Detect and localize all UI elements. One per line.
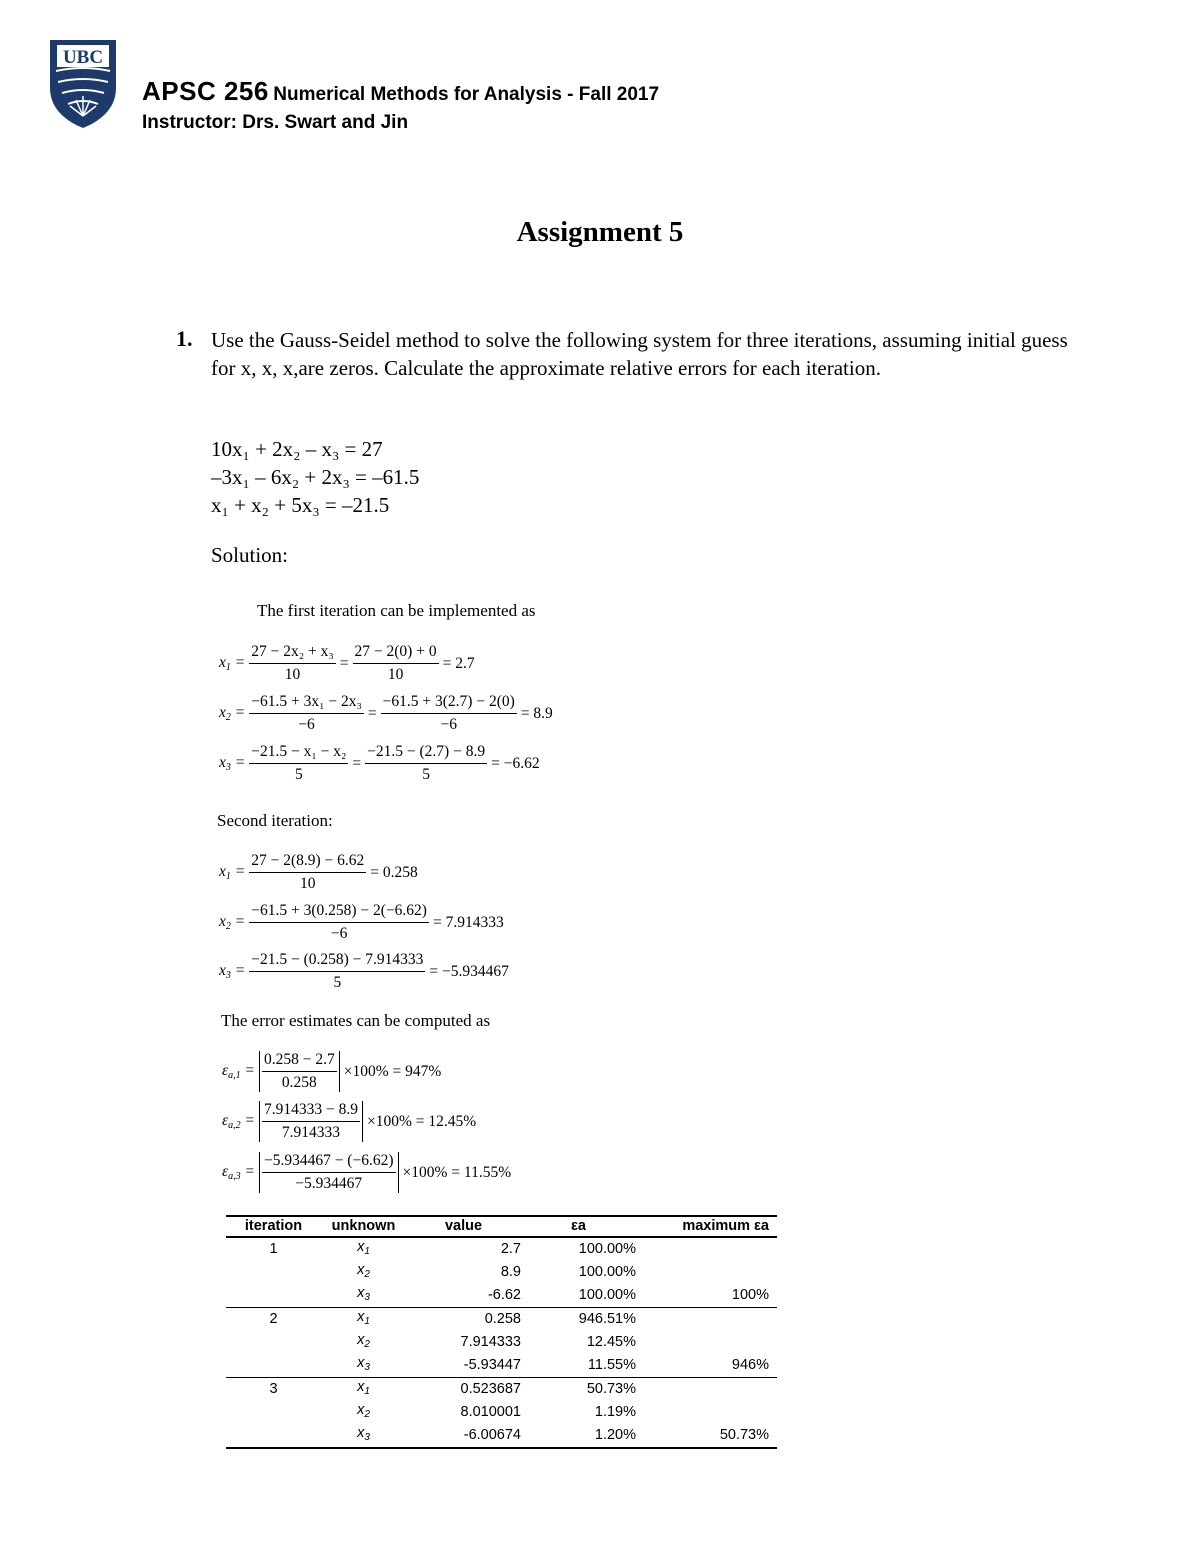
results-table-wrapper bbox=[226, 1215, 777, 1449]
cell-epsilon: 12.45% bbox=[586, 1334, 636, 1350]
epsilon-a2: $\varepsilon_{a,2}$ = bbox=[222, 1112, 255, 1131]
first-iteration-heading: The first iteration can be implemented as bbox=[257, 601, 536, 620]
cell-epsilon: 1.19% bbox=[594, 1404, 636, 1420]
table-body bbox=[226, 1237, 777, 1448]
denominator: 10 bbox=[300, 875, 316, 892]
course-header bbox=[142, 76, 659, 107]
result: ×100% = 12.45% bbox=[366, 1112, 477, 1130]
var-x3: $x_3$ = bbox=[219, 754, 246, 773]
result: = 8.9 bbox=[520, 704, 553, 722]
fraction bbox=[262, 1101, 360, 1142]
var-x2: $x_2$ = bbox=[219, 913, 246, 932]
table-row bbox=[226, 1237, 777, 1261]
first-x3-equation: $x_3$ = $\frac{\text{−21.5 − x₁ − x₂}}{5}$ = $\frac{-21.5 - (2.7) - 8.9}{5}$ = −6.62 bbox=[219, 743, 540, 783]
cell-unknown: $x_1$ bbox=[357, 1309, 370, 1327]
cell-max-epsilon bbox=[636, 1331, 777, 1354]
fraction bbox=[249, 852, 366, 893]
denominator: −6 bbox=[298, 716, 315, 733]
cell-unknown: $x_3$ bbox=[321, 1284, 406, 1308]
header-unknown: unknown bbox=[321, 1216, 406, 1237]
cell-iteration bbox=[226, 1424, 321, 1448]
epsilon-a1: $\varepsilon_{a,1}$ = bbox=[222, 1062, 255, 1081]
cell-iteration: 1 bbox=[269, 1241, 278, 1257]
var-x1: $x_1$ = bbox=[219, 863, 246, 882]
denominator: 10 bbox=[387, 666, 404, 683]
cell-epsilon: 1.20% bbox=[521, 1424, 636, 1448]
cell-iteration bbox=[226, 1401, 321, 1424]
cell-value: 8.010001 bbox=[460, 1404, 521, 1420]
second-x1-equation bbox=[219, 852, 422, 893]
result: ×100% = 947% bbox=[343, 1062, 442, 1080]
cell-value: 8.9 bbox=[500, 1264, 521, 1280]
cell-epsilon: 100.00% bbox=[578, 1241, 636, 1257]
cell-epsilon: 100.00% bbox=[521, 1284, 636, 1308]
fraction bbox=[249, 951, 425, 992]
first-x2-equation: $x_2$ = $\frac{\text{−61.5 + 3x₁ − 2x₃}}{-6}$ = $\frac{-61.5 + 3(2.7) - 2(0)}{-6}$ = 8.9 bbox=[219, 693, 553, 733]
numerator: −21.5 − (2.7) − 8.9 bbox=[365, 743, 487, 764]
table-row bbox=[226, 1401, 777, 1424]
table-row bbox=[226, 1354, 777, 1378]
numerator: 0.258 − 2.7 bbox=[262, 1051, 337, 1072]
cell-unknown: $x_1$ bbox=[357, 1239, 370, 1257]
table-row bbox=[226, 1378, 777, 1402]
fraction bbox=[249, 693, 364, 734]
fraction bbox=[249, 743, 348, 784]
fraction bbox=[381, 693, 517, 734]
cell-unknown: $x_3$ bbox=[321, 1354, 406, 1378]
second-x2-equation bbox=[219, 902, 508, 943]
page-title: Assignment 5 bbox=[516, 216, 684, 248]
cell-unknown: $x_1$ bbox=[357, 1379, 370, 1397]
cell-unknown: $x_2$ bbox=[357, 1262, 370, 1280]
cell-iteration: 3 bbox=[269, 1381, 278, 1397]
cell-max-epsilon bbox=[636, 1401, 777, 1424]
cell-value: 7.914333 bbox=[460, 1334, 521, 1350]
denominator: 7.914333 bbox=[281, 1124, 341, 1141]
var-x2: $x_2$ = bbox=[219, 704, 246, 723]
numerator: −21.5 − (0.258) − 7.914333 bbox=[249, 951, 425, 972]
cell-epsilon: 100.00% bbox=[578, 1264, 636, 1280]
result: = −6.62 bbox=[491, 754, 540, 772]
second-x3-equation bbox=[219, 951, 513, 992]
table-row bbox=[226, 1284, 777, 1308]
denominator: −6 bbox=[440, 716, 457, 733]
cell-max-epsilon bbox=[636, 1378, 777, 1402]
course-code: APSC 256 bbox=[142, 76, 269, 106]
cell-iteration bbox=[226, 1331, 321, 1354]
cell-value: -6.00674 bbox=[406, 1424, 521, 1448]
cell-max-epsilon: 946% bbox=[636, 1354, 777, 1378]
numerator: −5.934467 − (−6.62) bbox=[262, 1152, 396, 1173]
cell-value: -5.93447 bbox=[406, 1354, 521, 1378]
equation-3: x₁ + x₂ + 5x₃ = –21.5 bbox=[211, 493, 390, 517]
numerator: −61.5 + 3(2.7) − 2(0) bbox=[381, 693, 517, 714]
numerator: 7.914333 − 8.9 bbox=[262, 1101, 360, 1122]
numerator: 27 − 2x₂ + x₃ bbox=[249, 643, 336, 664]
equation-2: –3x₁ – 6x₂ + 2x₃ = –61.5 bbox=[211, 465, 420, 489]
cell-max-epsilon bbox=[636, 1308, 777, 1332]
numerator: −21.5 − x₁ − x₂ bbox=[249, 743, 348, 764]
cell-iteration bbox=[226, 1354, 321, 1378]
cell-value: -6.62 bbox=[406, 1284, 521, 1308]
logo-text: UBC bbox=[62, 47, 104, 68]
numerator: −61.5 + 3x₁ − 2x₃ bbox=[249, 693, 364, 714]
cell-value: 0.258 bbox=[484, 1311, 521, 1327]
cell-iteration bbox=[226, 1284, 321, 1308]
question-text: Use the Gauss-Seidel method to solve the following system for three iterations, assuming initial guess for x, x, x,are zeros. Calculate the approximate relative errors for each iteration. bbox=[211, 328, 1068, 380]
header-max-epsilon: maximum εa bbox=[636, 1216, 777, 1237]
cell-max-epsilon bbox=[636, 1237, 777, 1261]
cell-unknown: $x_2$ bbox=[357, 1402, 370, 1420]
cell-max-epsilon: 100% bbox=[636, 1284, 777, 1308]
absolute-value bbox=[259, 1101, 363, 1142]
cell-max-epsilon bbox=[636, 1261, 777, 1284]
denominator: 5 bbox=[294, 766, 303, 783]
cell-epsilon: 946.51% bbox=[578, 1311, 636, 1327]
course-title: Numerical Methods for Analysis - Fall 2017 bbox=[273, 84, 660, 105]
result: = 2.7 bbox=[442, 654, 475, 672]
second-iteration-heading: Second iteration: bbox=[217, 811, 333, 830]
denominator: −6 bbox=[330, 925, 348, 942]
epsilon-a3: $\varepsilon_{a,3}$ = bbox=[222, 1163, 255, 1182]
result: = 7.914333 bbox=[432, 913, 504, 931]
equation-1: 10x₁ + 2x₂ – x₃ = 27 bbox=[211, 437, 383, 461]
result: ×100% = 11.55% bbox=[402, 1163, 512, 1181]
denominator: 5 bbox=[333, 974, 342, 991]
fraction bbox=[353, 643, 439, 684]
table-row bbox=[226, 1424, 777, 1448]
header-value: value bbox=[406, 1216, 521, 1237]
error-2-equation bbox=[222, 1101, 480, 1142]
fraction bbox=[249, 643, 336, 684]
numerator: 27 − 2(0) + 0 bbox=[353, 643, 439, 664]
header-epsilon: εa bbox=[521, 1216, 636, 1237]
cell-value: 0.523687 bbox=[460, 1381, 521, 1397]
table-row bbox=[226, 1331, 777, 1354]
table-row bbox=[226, 1261, 777, 1284]
solution-label: Solution: bbox=[211, 543, 289, 567]
error-3-equation bbox=[222, 1152, 515, 1193]
denominator: 0.258 bbox=[281, 1074, 317, 1091]
fraction bbox=[249, 902, 429, 943]
absolute-value bbox=[259, 1152, 399, 1193]
var-x3: $x_3$ = bbox=[219, 962, 246, 981]
ubc-logo bbox=[48, 38, 118, 130]
cell-max-epsilon: 50.73% bbox=[636, 1424, 777, 1448]
question-number: 1. bbox=[176, 326, 193, 351]
var-x1: $x_1$ = bbox=[219, 654, 246, 673]
cell-epsilon: 11.55% bbox=[521, 1354, 636, 1378]
cell-value: 2.7 bbox=[500, 1241, 521, 1257]
header-iteration: iteration bbox=[226, 1216, 321, 1237]
numerator: −61.5 + 3(0.258) − 2(−6.62) bbox=[249, 902, 429, 923]
numerator: 27 − 2(8.9) − 6.62 bbox=[249, 852, 366, 873]
result: = 0.258 bbox=[370, 863, 418, 881]
fraction bbox=[262, 1051, 337, 1092]
fraction bbox=[365, 743, 487, 784]
fraction bbox=[262, 1152, 396, 1193]
result: = −5.934467 bbox=[429, 962, 509, 980]
cell-epsilon: 50.73% bbox=[586, 1381, 636, 1397]
denominator: −5.934467 bbox=[295, 1175, 363, 1192]
denominator: 10 bbox=[284, 666, 301, 683]
denominator: 5 bbox=[422, 766, 430, 783]
results-table bbox=[226, 1215, 777, 1449]
cell-iteration bbox=[226, 1261, 321, 1284]
cell-unknown: $x_2$ bbox=[357, 1332, 370, 1350]
cell-unknown: $x_3$ bbox=[321, 1424, 406, 1448]
cell-iteration: 2 bbox=[269, 1311, 278, 1327]
absolute-value bbox=[259, 1051, 340, 1092]
table-row bbox=[226, 1308, 777, 1332]
first-x1-equation: $x_1$ = $\frac{\text{27 − 2x₂ + x₃}}{10}$ = $\frac{27 - 2(0) + 0}{10}$ = 2.7 bbox=[219, 643, 475, 683]
instructor-line: Instructor: Drs. Swart and Jin bbox=[142, 112, 409, 133]
error-1-equation bbox=[222, 1051, 445, 1092]
error-heading: The error estimates can be computed as bbox=[221, 1011, 491, 1030]
